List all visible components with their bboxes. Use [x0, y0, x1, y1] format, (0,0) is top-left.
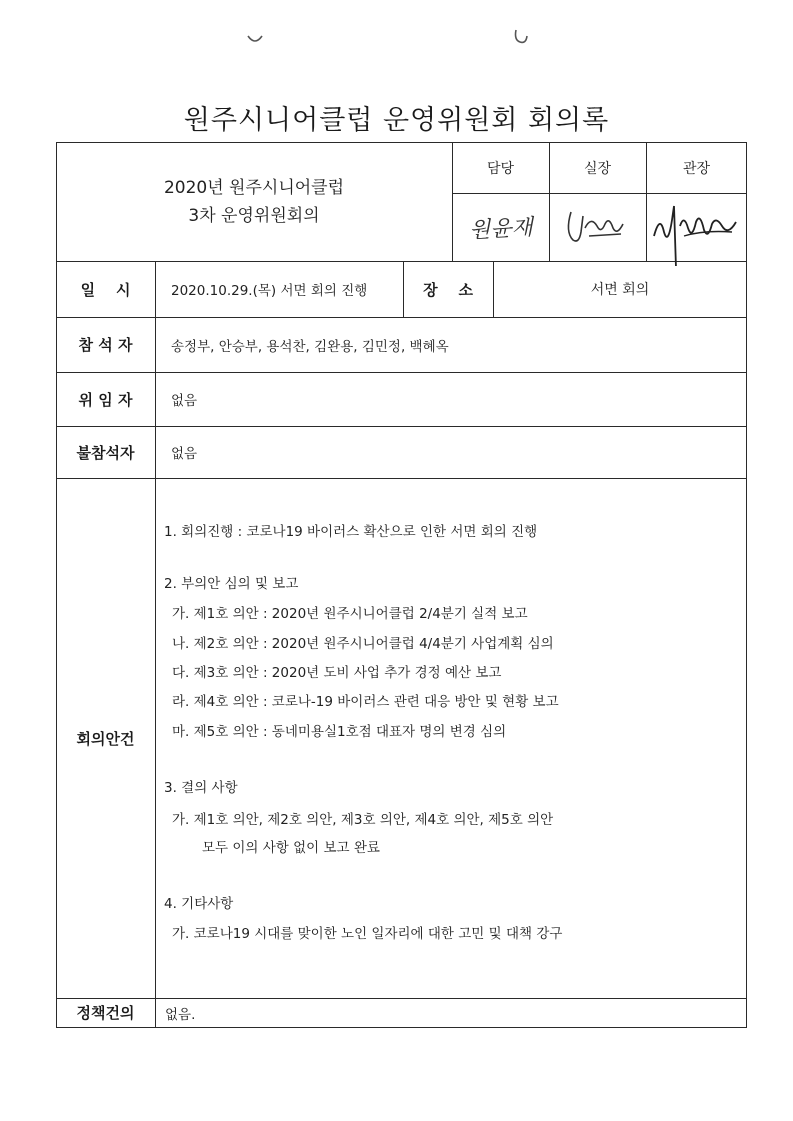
- punch-hole-left: [246, 26, 264, 48]
- agenda-section-1: 1. 회의진행 : 코로나19 바이러스 확산으로 인한 서면 회의 진행: [164, 524, 538, 540]
- meeting-title: [56, 142, 452, 261]
- agenda-label: 회의안건: [76, 729, 135, 748]
- approval-header-director: 관장: [682, 160, 711, 177]
- document-title: 원주시니어클럽 운영위원회 회의록: [183, 105, 610, 136]
- agenda-section-2: 2. 부의안 심의 및 보고: [164, 576, 299, 592]
- agenda-section-4: 4. 기타사항: [164, 896, 234, 912]
- place-value: 서면 회의: [590, 282, 650, 298]
- meeting-title-line1: 2020년 원주시니어클럽: [163, 177, 345, 198]
- place-label: 장 소: [423, 280, 473, 299]
- agenda-item-2c: 다. 제3호 의안 : 2020년 도비 사업 추가 경정 예산 보고: [172, 665, 502, 681]
- absent-label: 불참석자: [76, 443, 135, 462]
- agenda-item-3a: 가. 제1호 의안, 제2호 의안, 제3호 의안, 제4호 의안, 제5호 의안: [172, 812, 554, 828]
- attendees-label: 참 석 자: [78, 336, 133, 354]
- signature-staff: 원윤재: [468, 214, 534, 244]
- agenda-item-2d: 라. 제4호 의안 : 코로나-19 바이러스 관련 대응 방안 및 현황 보고: [172, 694, 559, 710]
- absent-value: 없음: [171, 446, 198, 462]
- signature-director: [648, 196, 744, 270]
- policy-label: 정책건의: [76, 1004, 135, 1022]
- signature-manager: [561, 202, 641, 256]
- agenda-section-3: 3. 결의 사항: [164, 780, 238, 796]
- approval-header-staff: 담당: [486, 160, 515, 177]
- delegate-value: 없음: [171, 393, 198, 409]
- agenda-item-3b: 모두 이의 사항 없이 보고 완료: [202, 840, 380, 856]
- minutes-table: [56, 142, 747, 1028]
- agenda-item-2b: 나. 제2호 의안 : 2020년 원주시니어클럽 4/4분기 사업계획 심의: [172, 636, 554, 652]
- attendees-value: 송정부, 안승부, 용석찬, 김완용, 김민정, 백혜옥: [171, 338, 449, 355]
- agenda-item-2a: 가. 제1호 의안 : 2020년 원주시니어클럽 2/4분기 실적 보고: [172, 606, 528, 622]
- policy-value: 없음.: [165, 1006, 196, 1023]
- punch-hole-right: [512, 26, 530, 48]
- date-value: 2020.10.29.(목) 서면 회의 진행: [171, 283, 368, 299]
- agenda-item-4a: 가. 코로나19 시대를 맞이한 노인 일자리에 대한 고민 및 대책 강구: [172, 926, 563, 942]
- approval-header-manager: 실장: [583, 160, 612, 177]
- agenda-item-2e: 마. 제5호 의안 : 동네미용실1호점 대표자 명의 변경 심의: [172, 724, 507, 740]
- date-label: 일 시: [80, 280, 131, 299]
- meeting-title-line2: 3차 운영위원회의: [188, 205, 320, 226]
- delegate-label: 위 임 자: [78, 390, 133, 409]
